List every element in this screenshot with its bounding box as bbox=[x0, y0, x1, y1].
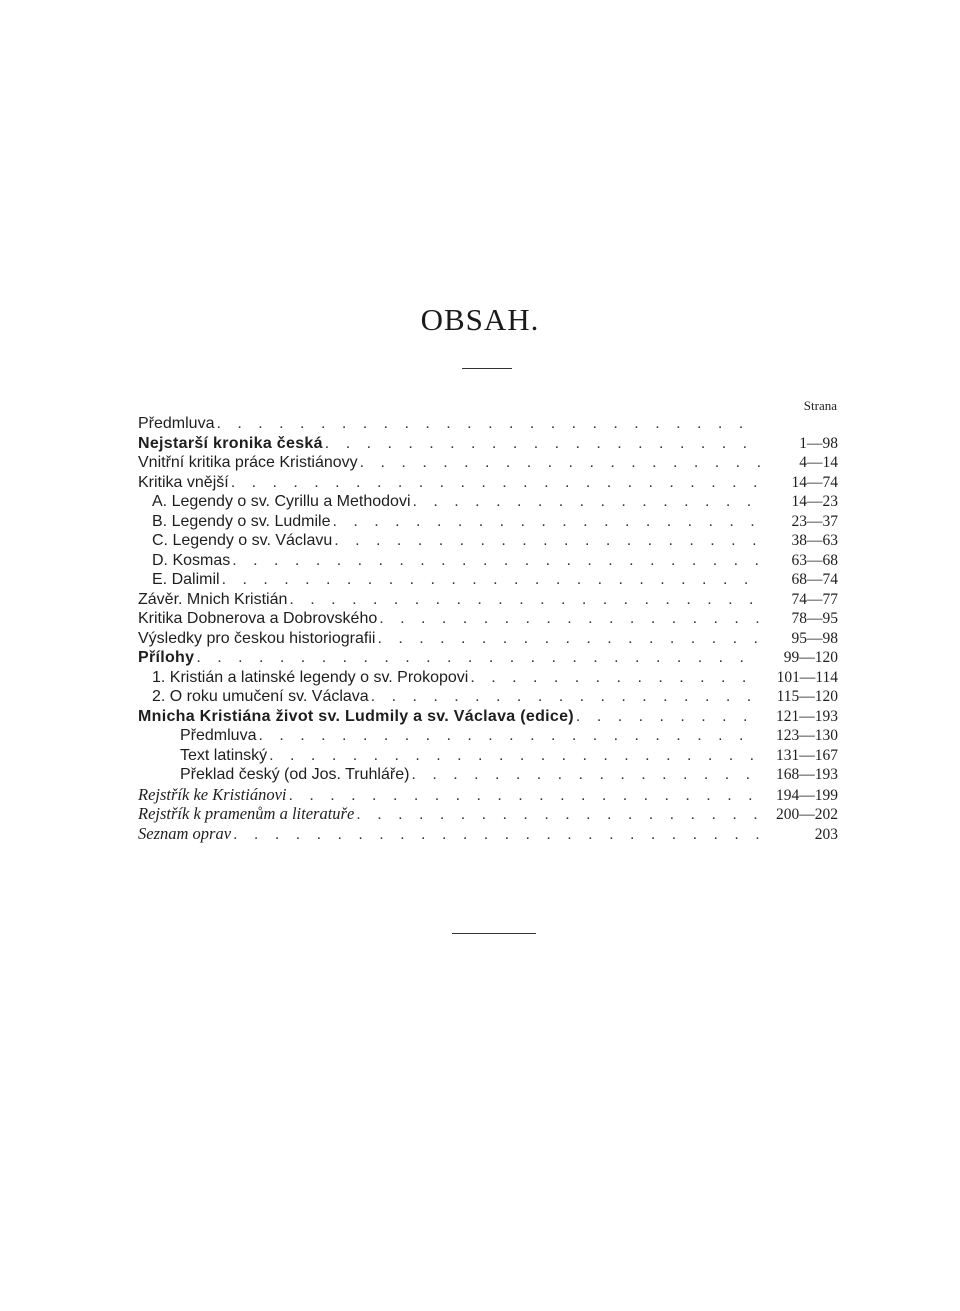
toc-entry-pages: 121—193 bbox=[776, 707, 838, 725]
toc-entry-label: B. Legendy o sv. Ludmile bbox=[152, 512, 331, 530]
dot-leader bbox=[222, 570, 760, 590]
toc-entry bbox=[138, 726, 838, 746]
end-divider bbox=[452, 933, 536, 934]
dot-leader bbox=[470, 668, 760, 688]
toc-entry-label: Rejstřík k pramenům a literatuře bbox=[138, 804, 355, 823]
toc-entry-pages: 200—202 bbox=[776, 806, 838, 823]
dot-leader bbox=[258, 726, 760, 746]
dot-leader bbox=[288, 786, 760, 806]
toc-entry-label: Závěr. Mnich Kristián bbox=[138, 590, 288, 608]
toc-entry bbox=[138, 804, 838, 824]
toc-entry-pages: 14—74 bbox=[791, 473, 838, 491]
toc-entry-label: 1. Kristián a latinské legendy o sv. Prokopovi bbox=[152, 668, 469, 686]
toc-entry bbox=[138, 765, 838, 785]
dot-leader bbox=[360, 453, 760, 473]
dot-leader bbox=[216, 414, 760, 434]
dot-leader bbox=[411, 765, 760, 785]
toc-entry-pages: 78—95 bbox=[791, 610, 838, 627]
toc-entry-pages: 95—98 bbox=[791, 629, 838, 647]
toc-entry bbox=[138, 824, 838, 844]
title-divider bbox=[462, 368, 512, 369]
toc-entry bbox=[138, 590, 838, 610]
dot-leader bbox=[576, 707, 760, 727]
toc-entry-pages: 63—68 bbox=[791, 551, 838, 569]
toc-entry-pages: 115—120 bbox=[776, 688, 838, 705]
toc-entry-pages: 1—98 bbox=[799, 434, 838, 452]
page-title: OBSAH. bbox=[420, 302, 540, 337]
toc-entry-pages: 101—114 bbox=[776, 668, 838, 686]
dot-leader bbox=[332, 512, 760, 532]
toc-entry-pages: 4—14 bbox=[799, 454, 838, 471]
toc-entry-pages: 123—130 bbox=[776, 727, 838, 744]
toc-entry-label: Mnicha Kristiána život sv. Ludmily a sv. Václava (edice) bbox=[138, 707, 574, 725]
toc-entry-label: Přílohy bbox=[138, 649, 195, 666]
toc-entry-label: Výsledky pro českou historiografii bbox=[138, 629, 376, 647]
toc-entry-pages: 74—77 bbox=[791, 590, 838, 608]
toc-entry-pages: 38—63 bbox=[791, 532, 838, 549]
dot-leader bbox=[196, 648, 760, 668]
toc-entry bbox=[138, 551, 838, 571]
toc-entry bbox=[138, 687, 838, 707]
dot-leader bbox=[325, 434, 760, 454]
toc-entry-label: Překlad český (od Jos. Truhláře) bbox=[180, 766, 410, 783]
toc-entry-label: Seznam oprav bbox=[138, 823, 232, 843]
toc-entry-pages: 131—167 bbox=[776, 746, 838, 764]
toc-entry bbox=[138, 746, 838, 766]
dot-leader bbox=[377, 629, 760, 649]
toc-entry bbox=[138, 453, 838, 473]
toc-entry-label: Text latinský bbox=[180, 746, 268, 764]
toc-entry bbox=[138, 492, 838, 512]
toc-entry-label: Předmluva bbox=[138, 415, 215, 432]
toc-entry bbox=[138, 629, 838, 649]
pages-column-header: Strana bbox=[803, 398, 837, 413]
toc-entry bbox=[138, 668, 838, 688]
toc-entry bbox=[138, 414, 838, 434]
toc-entry bbox=[138, 512, 838, 532]
table-of-contents bbox=[138, 414, 838, 843]
toc-entry-label: Nejstarší kronika česká bbox=[138, 434, 323, 452]
toc-entry-label: D. Kosmas bbox=[152, 551, 231, 569]
toc-entry-pages: 203 bbox=[814, 825, 838, 843]
toc-entry-pages: 23—37 bbox=[791, 512, 838, 530]
toc-entry-pages: 168—193 bbox=[776, 766, 838, 783]
dot-leader bbox=[289, 590, 760, 610]
toc-entry-label: Vnitřní kritika práce Kristiánovy bbox=[138, 454, 358, 471]
toc-entry bbox=[138, 531, 838, 551]
toc-entry-pages: 68—74 bbox=[791, 571, 838, 588]
toc-entry bbox=[138, 570, 838, 590]
toc-entry bbox=[138, 785, 838, 805]
dot-leader bbox=[233, 825, 760, 845]
toc-entry bbox=[138, 707, 838, 727]
toc-entry-label: Kritika Dobnerova a Dobrovského bbox=[138, 610, 378, 627]
toc-entry-label: A. Legendy o sv. Cyrillu a Methodovi bbox=[152, 493, 411, 510]
toc-entry bbox=[138, 609, 838, 629]
dot-leader bbox=[231, 473, 760, 493]
dot-leader bbox=[379, 609, 760, 629]
toc-entry bbox=[138, 434, 838, 454]
toc-entry-label: Předmluva bbox=[180, 727, 257, 744]
toc-entry-pages: 194—199 bbox=[776, 786, 838, 804]
toc-entry-label: 2. O roku umučení sv. Václava bbox=[152, 688, 369, 705]
toc-entry-label: C. Legendy o sv. Václavu bbox=[152, 532, 333, 549]
dot-leader bbox=[269, 746, 760, 766]
dot-leader bbox=[371, 687, 760, 707]
dot-leader bbox=[356, 805, 760, 825]
dot-leader bbox=[334, 531, 760, 551]
dot-leader bbox=[413, 492, 761, 512]
toc-entry-pages: 99—120 bbox=[783, 649, 838, 666]
toc-entry-label: Rejstřík ke Kristiánovi bbox=[138, 784, 287, 804]
toc-entry bbox=[138, 648, 838, 668]
dot-leader bbox=[232, 551, 760, 571]
toc-entry bbox=[138, 473, 838, 493]
toc-entry-pages: 14—23 bbox=[791, 493, 838, 510]
toc-entry-label: E. Dalimil bbox=[152, 571, 220, 588]
toc-entry-label: Kritika vnější bbox=[138, 473, 229, 491]
